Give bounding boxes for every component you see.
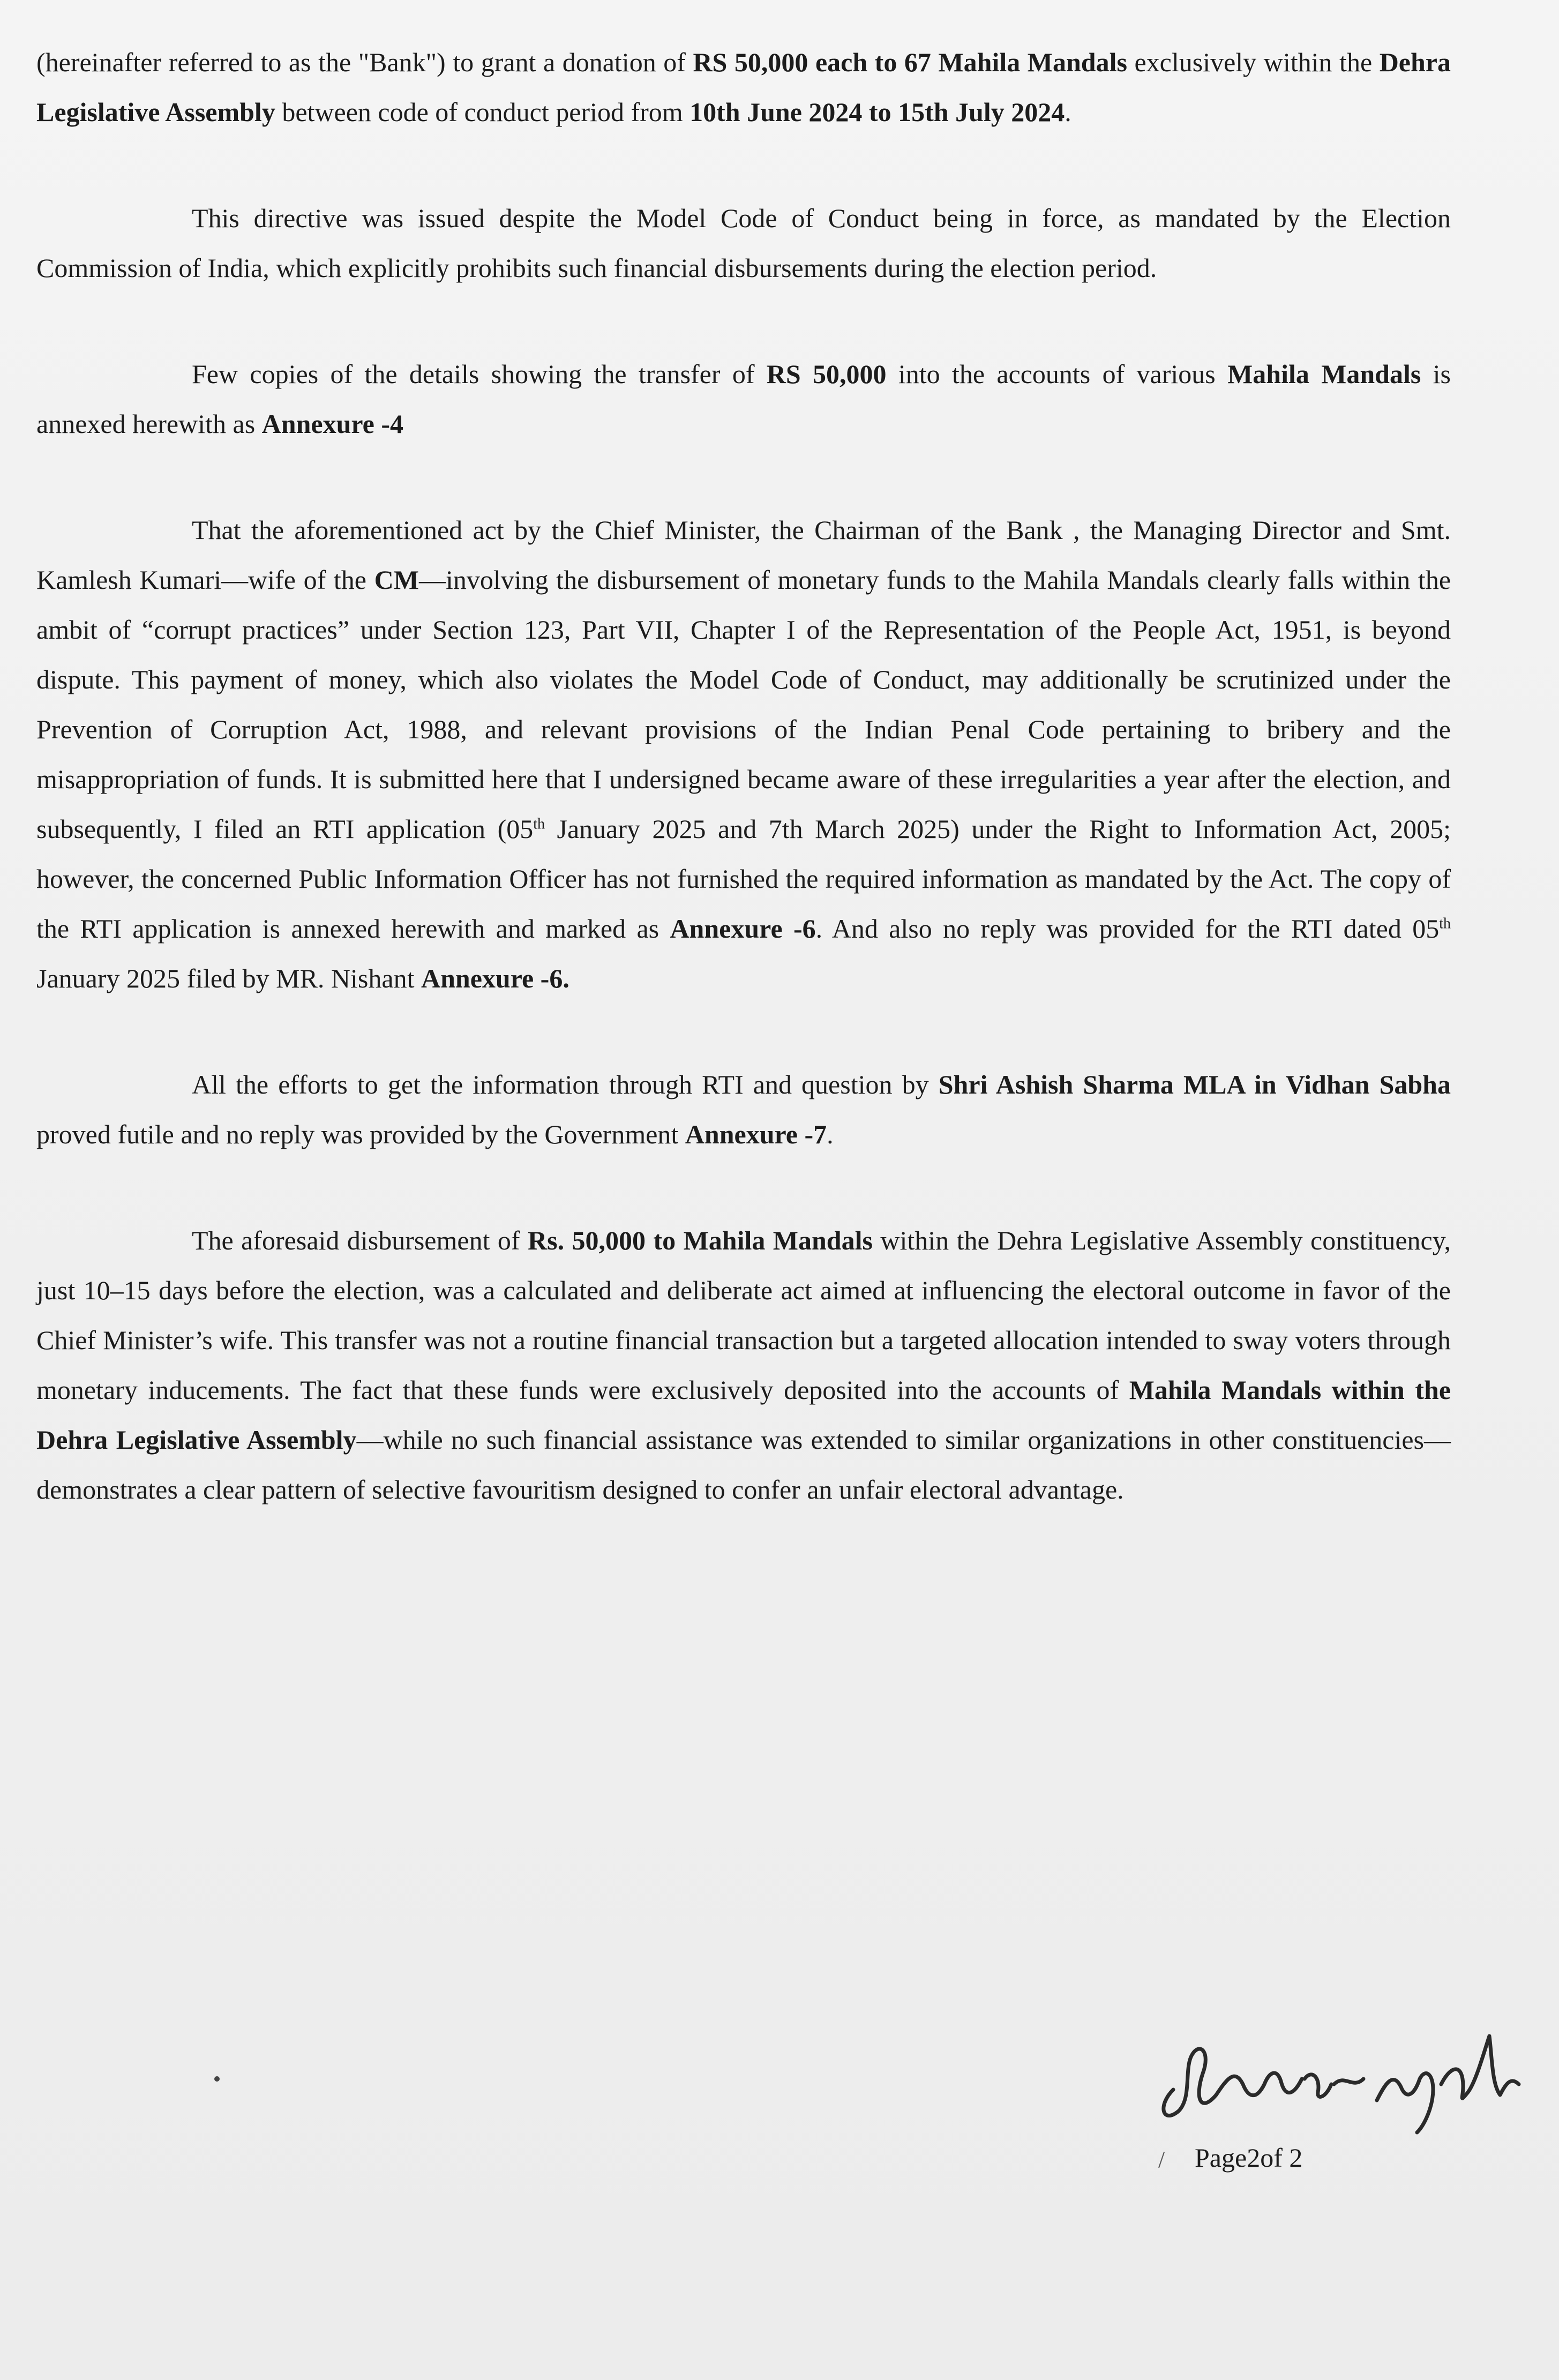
text-run: within the Dehra Legislative Assembly constituency, just 10–15 days before the election, was a calculated and deliberate act aimed at influencing the electoral outcome in favor of the Chief Minister’s wife. This transfer was not a routine financial transaction but a targeted allocation intended to sway voters through monetary inducements. The fact that these funds were exclusively deposited into the accounts of (36, 1225, 1451, 1405)
handwritten-signature-icon (1141, 2004, 1527, 2143)
superscript-text: th (1439, 915, 1451, 932)
text-run: All the efforts to get the information through RTI and question by (192, 1069, 939, 1099)
text-run: . (1065, 97, 1071, 127)
text-run: proved futile and no reply was provided by the Government (36, 1119, 685, 1149)
superscript-text: th (533, 815, 545, 833)
text-run: Few copies of the details showing the transfer of (192, 359, 767, 389)
text-run: into the accounts of various (886, 359, 1228, 389)
bold-text: 10th June 2024 to 15th July 2024 (689, 97, 1065, 127)
bold-text: CM (374, 565, 419, 595)
bold-text: Mahila Mandals (1227, 359, 1421, 389)
paragraph (36, 38, 1451, 137)
text-run: is annexed herewith as (36, 359, 1451, 439)
paragraph (36, 505, 1451, 1004)
bold-text: Shri Ashish Sharma MLA in Vidhan Sabha (938, 1069, 1451, 1099)
text-run: . And also no reply was provided for the RTI dated 05 (815, 914, 1440, 944)
text-run: . (827, 1119, 834, 1149)
bold-text: Rs. 50,000 to Mahila Mandals (528, 1225, 873, 1255)
bold-text: Annexure -6 (670, 914, 816, 944)
text-run: January 2025 and 7th March 2025) under the Right to Information Act, 2005; however, the concerned Public Information Officer has not furnished the required information as mandated by the Act. The copy of the RTI application is annexed herewith and marked as (36, 814, 1451, 944)
bold-text: Annexure -6. (421, 963, 569, 993)
bold-text: RS 50,000 each to 67 Mahila Mandals (693, 47, 1127, 77)
text-run: (hereinafter referred to as the "Bank") to grant a donation of (36, 47, 693, 77)
bold-text: Annexure -7 (685, 1119, 827, 1149)
paragraph (36, 349, 1451, 449)
text-run: between code of conduct period from (275, 97, 690, 127)
stray-ink-dot (214, 2076, 220, 2082)
text-run: —involving the disbursement of monetary funds to the Mahila Mandals clearly falls within the ambit of “corrupt practices” under Section 123, Part VII, Chapter I of the Representation of the People Act, 1951, is beyond dispute. This payment of money, which also violates the Model Code of Conduct, may additionally be scrutinized under the Prevention of Corruption Act, 1988, and relevant provisions of the Indian Penal Code pertaining to bribery and the misappropriation of funds. It is submitted here that I undersigned became aware of these irregularities a year after the election, and subsequently, I filed an RTI application (05 (36, 565, 1451, 844)
bold-text: Mahila Mandals within the Dehra Legislative Assembly (36, 1375, 1451, 1455)
text-run: —while no such financial assistance was extended to similar organizations in other constituencies—demonstrates a clear pattern of selective favouritism designed to confer an unfair electoral advantage. (36, 1425, 1451, 1505)
bold-text: Dehra Legislative Assembly (36, 47, 1451, 127)
text-run: This directive was issued despite the Model Code of Conduct being in force, as mandated by the Election Commission of India, which explicitly prohibits such financial disbursements during the election period. (36, 203, 1451, 283)
document-body (36, 38, 1451, 1571)
page-number: Page2of 2 (1195, 2143, 1303, 2173)
paragraph (36, 193, 1451, 293)
paragraph (36, 1060, 1451, 1159)
text-run: January 2025 filed by MR. Nishant (36, 963, 421, 993)
page-mark: / (1158, 2146, 1165, 2173)
text-run: The aforesaid disbursement of (192, 1225, 528, 1255)
text-run: exclusively within the (1127, 47, 1380, 77)
paragraph (36, 1216, 1451, 1515)
bold-text: Annexure -4 (261, 409, 404, 439)
text-run: That the aforementioned act by the Chief Minister, the Chairman of the Bank , the Managing Director and Smt. Kamlesh Kumari—wife of the (36, 515, 1451, 595)
bold-text: RS 50,000 (766, 359, 887, 389)
